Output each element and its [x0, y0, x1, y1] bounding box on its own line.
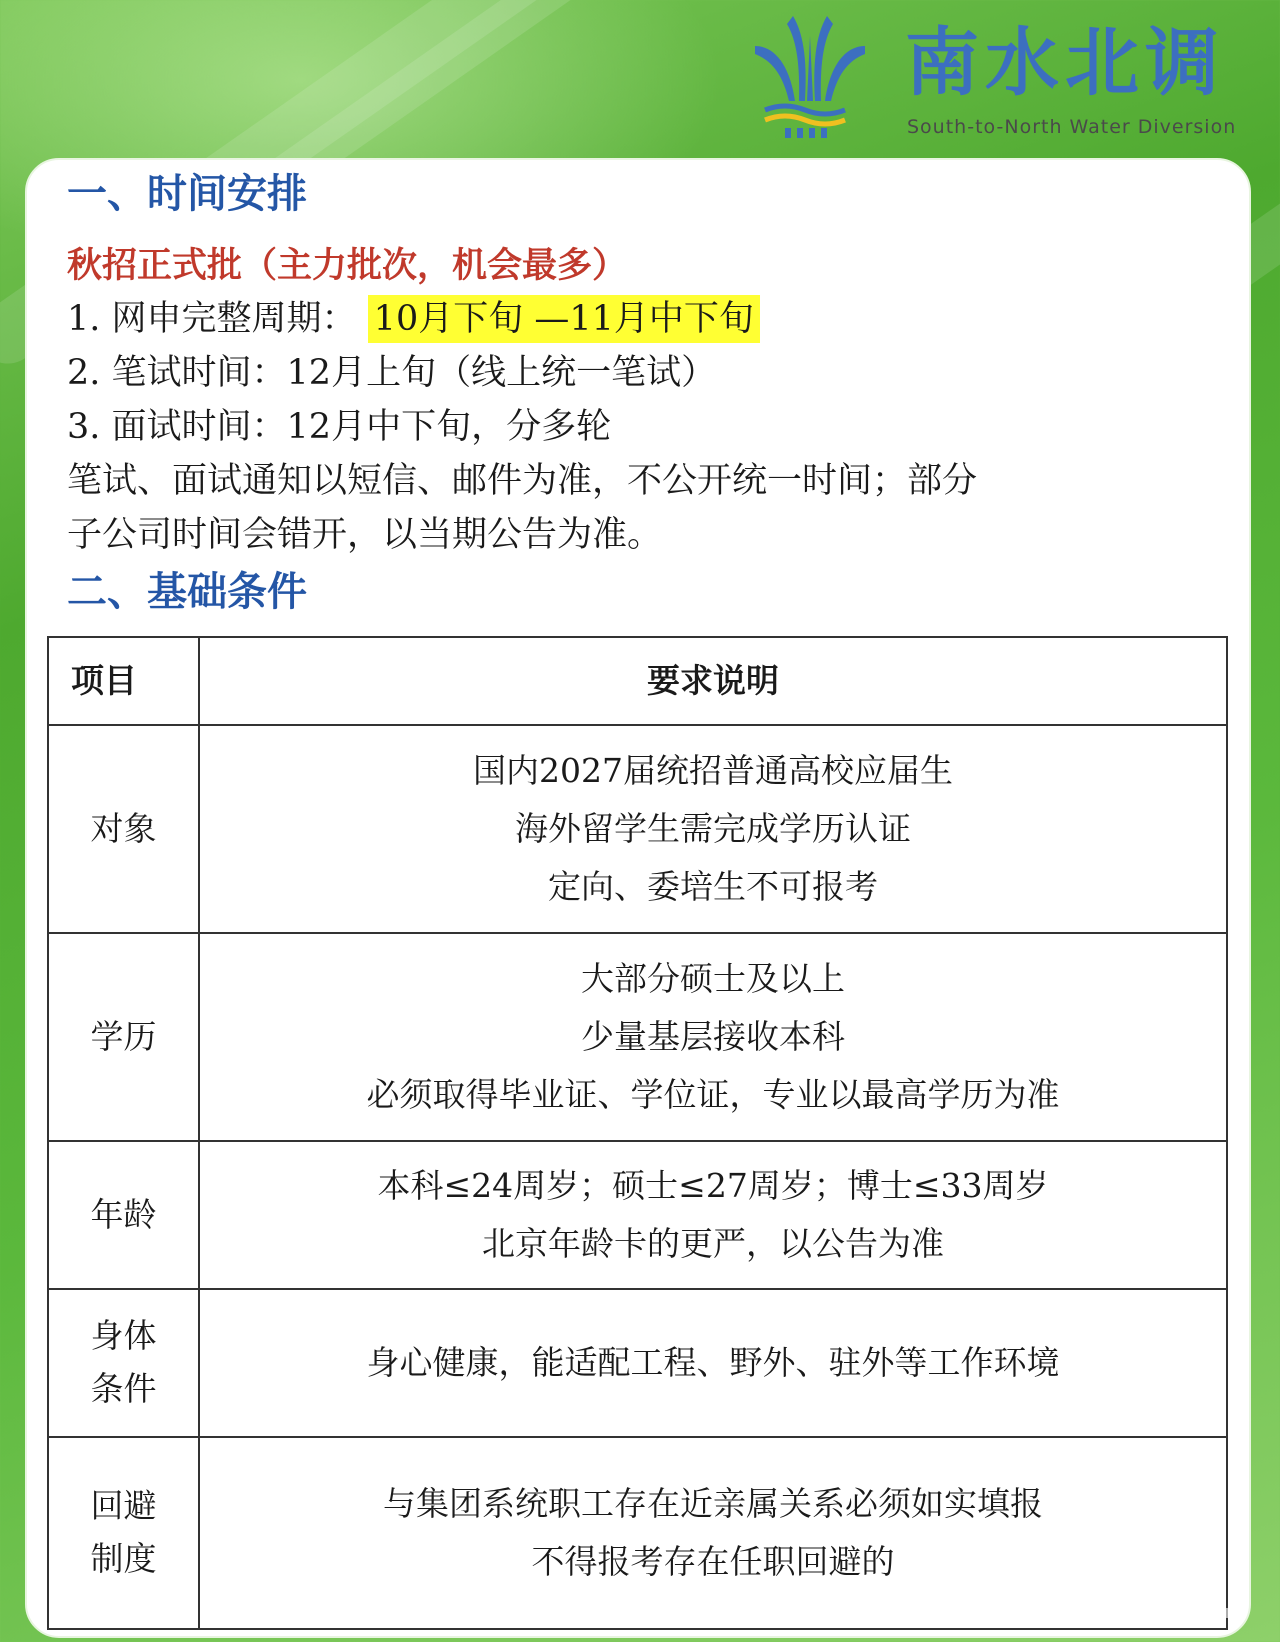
row-description	[199, 1141, 1227, 1289]
table-row	[48, 1437, 1227, 1629]
row-description	[199, 1437, 1227, 1629]
row-label: 学历	[48, 933, 199, 1141]
brand-logo	[745, 6, 1265, 146]
description-line: 身心健康，能适配工程、野外、驻外等工作环境	[366, 1343, 1060, 1383]
content-card	[25, 158, 1251, 1638]
section-heading-schedule: 一、时间安排	[67, 170, 307, 217]
schedule-item-application	[67, 299, 760, 339]
row-label: 年龄	[48, 1141, 199, 1289]
row-description	[199, 725, 1227, 933]
description-line: 北京年龄卡的更严，以公告为准	[482, 1224, 944, 1263]
table-header-item: 项目	[48, 637, 199, 725]
description-line: 少量基层接收本科	[581, 1017, 845, 1057]
row-label: 对象	[48, 725, 199, 933]
row-description	[199, 1289, 1227, 1437]
description-line: 不得报考存在任职回避的	[531, 1542, 895, 1581]
section-subheading: 秋招正式批（主力批次，机会最多）	[67, 245, 628, 286]
description-line: 国内2027届统招普通高校应届生	[473, 751, 953, 791]
note-line: 笔试、面试通知以短信、邮件为准，不公开统一时间；部分	[67, 461, 978, 501]
table-row	[48, 725, 1227, 933]
highlighted-period: 10月下旬 —11月中下旬	[368, 295, 760, 343]
table-row	[48, 1289, 1227, 1437]
schedule-item-label: 2. 笔试时间：	[67, 353, 287, 393]
description-line: 必须取得毕业证、学位证，专业以最高学历为准	[366, 1074, 1060, 1114]
water-fountain-logo-icon	[745, 6, 875, 146]
table-header-row	[48, 637, 1227, 725]
row-description	[199, 933, 1227, 1141]
logo-title: 南水北调	[905, 20, 1225, 106]
schedule-item-value: 12月上旬（线上统一笔试）	[286, 353, 717, 393]
table-row	[48, 1141, 1227, 1289]
description-line: 本科≤24周岁；硕士≤27周岁；博士≤33周岁	[377, 1166, 1049, 1206]
description-line: 与集团系统职工存在近亲属关系必须如实填报	[383, 1484, 1043, 1524]
logo-subtitle: South-to-North Water Diversion	[907, 116, 1237, 138]
row-label: 回避 制度	[48, 1437, 199, 1629]
table-header-description: 要求说明	[199, 637, 1227, 725]
schedule-item-label: 3. 面试时间：	[67, 407, 287, 447]
description-line: 大部分硕士及以上	[581, 959, 845, 999]
description-line: 定向、委培生不可报考	[548, 866, 878, 906]
row-label: 身体 条件	[48, 1289, 199, 1437]
section-heading-requirements: 二、基础条件	[67, 568, 307, 615]
note-line: 子公司时间会错开，以当期公告为准。	[67, 515, 663, 555]
schedule-item-label: 1. 网申完整周期：	[67, 299, 357, 339]
page-indicator-icon	[990, 1606, 1240, 1620]
table-row	[48, 933, 1227, 1141]
schedule-item-written-test	[67, 353, 717, 393]
schedule-item-value: 12月中下旬，分多轮	[286, 407, 612, 447]
requirements-table	[47, 636, 1228, 1630]
description-line: 海外留学生需完成学历认证	[515, 809, 911, 849]
schedule-item-interview	[67, 407, 612, 447]
